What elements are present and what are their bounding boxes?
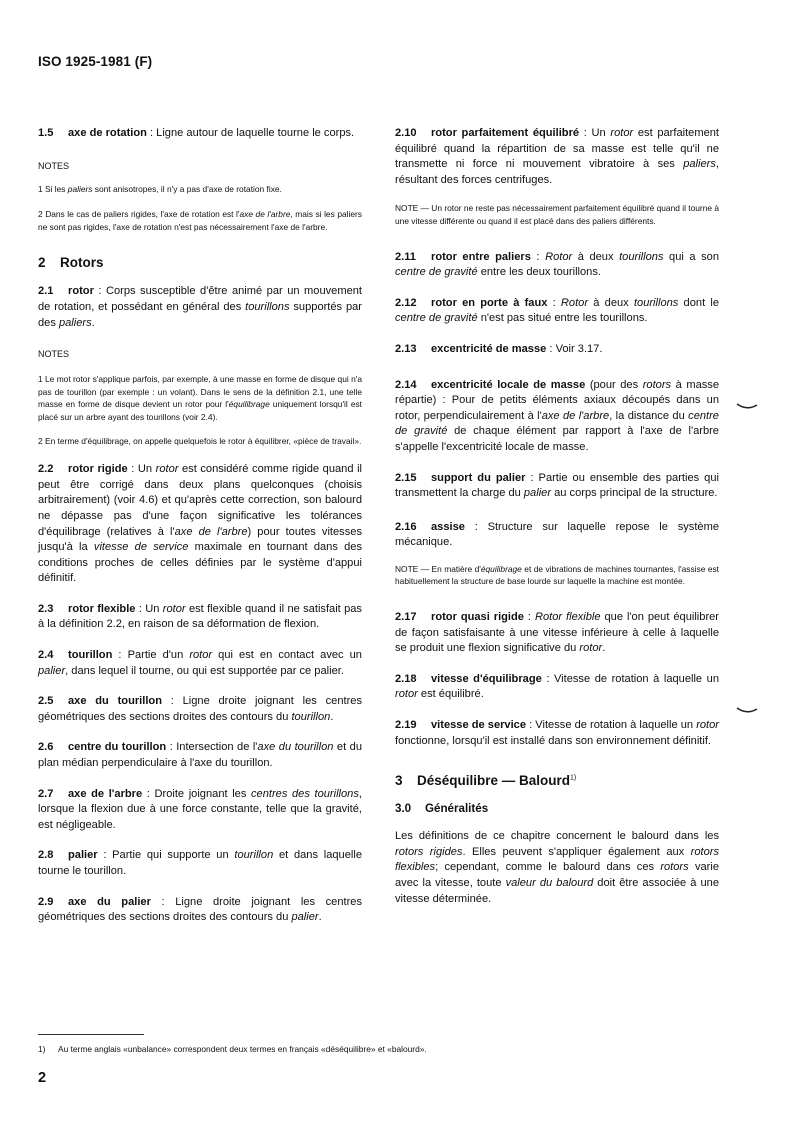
notes-heading: NOTES <box>38 160 70 171</box>
definition-2-1: 2.1 rotor : Corps susceptible d'être animé par un mouvement de rotation, et possédant en général des tourillons supportés par des paliers. <box>38 285 363 329</box>
definition-2-14: 2.14 excentricité locale de masse (pour des rotors à masse répartie) : Pour de petits éléments axiaux découpés dans un rotor, perpendiculairement à l'axe de l'arbre, la distance du centre de gravité de chaque élément par rapport à l'axe de l'arbre s'appelle l'excentricité locale de masse. <box>395 378 720 453</box>
paragraph-3-0: Les définitions de ce chapitre concernent le balourd dans les rotors rigides. Elles peuvent s'appliquer également aux rotors flexibles; cependant, comme le balourd dans ces rotors varie avec la vitesse, toute valeur du balourd doit être associée à une vitesse déterminée. <box>395 830 719 905</box>
footnote-ref: 1) <box>570 774 577 782</box>
definition-2-19: 2.19 vitesse de service : Vitesse de rotation à laquelle un rotor fonctionne, lorsqu'il est installé dans son environnement définitif. <box>395 719 719 747</box>
right-column <box>395 126 719 907</box>
definition-term: axe de rotation <box>68 127 147 139</box>
definition-2-3: 2.3 rotor flexible : Un rotor est flexible quand il ne satisfait pas à la définition 2.2, en raison de sa déformation de flexion. <box>38 602 362 631</box>
definition-2-17: 2.17 rotor quasi rigide : Rotor flexible que l'on peut équilibrer de façon satisfaisante à une vitesse inférieure à celle à laquelle se produit une flexion significative du rotor. <box>395 611 720 655</box>
section-3-heading: 3 Déséquilibre — Balourd$^{1)}$ <box>395 773 577 789</box>
note-1-5-2: 2 Dans le cas de paliers rigides, l'axe de rotation est l'axe de l'arbre, mais si les paliers ne sont pas rigides, l'axe de rotation n'est pas nécessairement l'axe de l'arbre. <box>38 209 362 232</box>
subsection-3-0-heading: 3.0 Généralités <box>395 802 489 816</box>
definition-2-2: 2.2 rotor rigide : Un rotor est considéré comme rigide quand il peut être corrigé dans deux plans quelconques (choisis arbitrairement) (voir 4.6) et qu'après cette correction, son balourd ne dépasse pas d'une façon significative les tolérances d'équilibrage (relatives à l'axe de l'arbre) pour toutes vitesses jusqu'à la vitesse de service maximale en tournant dans des conditions proches de celles définies par le système d'appui définitif. <box>38 463 363 585</box>
note-2-16: NOTE — En matière d'équilibrage et de vibrations de machines tournantes, l'assise est habituellement la structure de base lourde sur laquelle la machine est montée. <box>395 563 719 587</box>
margin-bracket-mark <box>736 706 758 714</box>
note-1-5-1: 1 Si les paliers sont anisotropes, il n'y a pas d'axe de rotation fixe. <box>38 183 282 194</box>
definition-2-4: 2.4 tourillon : Partie d'un rotor qui est en contact avec un palier, dans lequel il tourne, ou qui est supportée par ce palier. <box>38 649 362 677</box>
document-header: ISO 1925-1981 (F) <box>38 54 153 69</box>
definition-2-7: 2.7 axe de l'arbre : Droite joignant les centres des tourillons, lorsque la flexion due à une force constante, telle que la gravité, est négligeable. <box>38 787 362 831</box>
page-number: 2 <box>38 1070 47 1086</box>
definition-2-10: 2.10 rotor parfaitement équilibré : Un rotor est parfaitement équilibré quand la répartition de sa masse est telle qu'il ne transmette ni force ni mouvement vibratoire à ses paliers, résultant des forces centrifuges. <box>395 127 720 186</box>
definition-2-11: 2.11 rotor entre paliers : Rotor à deux tourillons qui a son centre de gravité entre les deux tourillons. <box>395 250 719 279</box>
footnote-divider <box>38 1034 144 1035</box>
footnote-number: 1) <box>38 1044 46 1054</box>
note-2-1-2: 2 En terme d'équilibrage, on appelle quelquefois le rotor à équilibrer, «pièce de travail». <box>38 435 362 446</box>
definition-2-18: 2.18 vitesse d'équilibrage : Vitesse de rotation à laquelle un rotor est équilibré. <box>395 672 719 701</box>
footnote <box>38 1043 427 1055</box>
definition-2-9: 2.9 axe du palier : Ligne droite joignant les centres géométriques des sections droites des contours du palier. <box>38 895 362 924</box>
definition-2-6: 2.6 centre du tourillon : Intersection de l'axe du tourillon et du plan médian perpendiculaire à l'axe du tourillon. <box>38 741 362 770</box>
left-column <box>38 126 362 926</box>
footnote-text: Au terme anglais «unbalance» correspondent deux termes en français «déséquilibre» et «balourd». <box>58 1044 427 1054</box>
notes-heading: NOTES <box>38 349 70 360</box>
definition-2-12: 2.12 rotor en porte à faux : Rotor à deux tourillons dont le centre de gravité n'est pas situé entre les tourillons. <box>395 296 719 325</box>
note-2-1-1: 1 Le mot rotor s'applique parfois, par exemple, à une masse en forme de disque qui n'a pas de tourillon (par exemple : un volant). Dans le sens de la définition 2.1, une telle masse en forme de disque devient un rotor pour l'équilibrage uniquement lorsqu'il est placé sur un arbre ayant des tourillons (voir 2.4). <box>38 374 363 422</box>
definition-2-16: 2.16 assise : Structure sur laquelle repose le système mécanique. <box>395 520 719 549</box>
note-2-10: NOTE — Un rotor ne reste pas nécessairement parfaitement équilibré quand il tourne à une vitesse différente ou quand il est placé dans des paliers différents. <box>395 203 719 226</box>
definition-2-13: 2.13 excentricité de masse : Voir 3.17. <box>395 342 603 355</box>
definition-2-15: 2.15 support du palier : Partie ou ensemble des parties qui transmettent la charge du palier au corps principal de la structure. <box>395 471 719 500</box>
definition-1-5: 1.5 axe de rotation : Ligne autour de laquelle tourne le corps. <box>38 126 362 142</box>
definition-number: 1.5 <box>38 127 54 139</box>
section-2-heading: 2 Rotors <box>38 255 104 271</box>
definition-2-5: 2.5 axe du tourillon : Ligne droite joignant les centres géométriques des sections droites des contours du tourillon. <box>38 695 362 723</box>
margin-bracket-mark <box>736 402 758 410</box>
definition-2-8: 2.8 palier : Partie qui supporte un tourillon et dans laquelle tourne le tourillon. <box>38 849 362 877</box>
